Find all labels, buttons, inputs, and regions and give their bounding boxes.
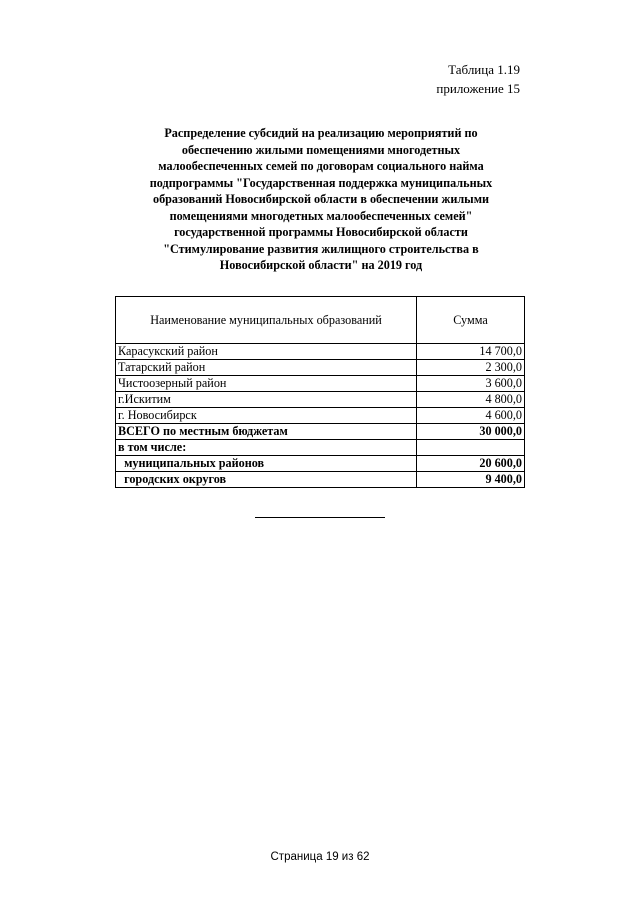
title-line: образований Новосибирской области в обеспечении жилыми bbox=[152, 192, 490, 206]
row-name: Карасукский район bbox=[116, 344, 417, 360]
table-number: Таблица 1.19 bbox=[448, 62, 520, 77]
title-line: подпрограммы "Государственная поддержка муниципальных bbox=[149, 175, 493, 190]
sub-row bbox=[116, 456, 525, 472]
table-row bbox=[116, 360, 525, 376]
table-row bbox=[116, 344, 525, 360]
total-name: ВСЕГО по местным бюджетам bbox=[116, 424, 417, 440]
page-number: Страница 19 из 62 bbox=[270, 851, 370, 863]
header-sum: Сумма bbox=[417, 297, 525, 344]
table-row bbox=[116, 408, 525, 424]
separator-line bbox=[255, 517, 385, 518]
row-name: Чистоозерный район bbox=[116, 376, 417, 392]
subsidy-table bbox=[115, 296, 525, 488]
row-sum: 2 300,0 bbox=[417, 360, 525, 376]
row-name: г.Искитим bbox=[116, 392, 417, 408]
table-header-row bbox=[116, 297, 525, 344]
including-row bbox=[116, 440, 525, 456]
total-sum: 30 000,0 bbox=[417, 424, 525, 440]
table-row bbox=[116, 376, 525, 392]
row-sum: 4 600,0 bbox=[417, 408, 525, 424]
sub-row bbox=[116, 472, 525, 488]
total-row bbox=[116, 424, 525, 440]
sub-row-name: городских округов bbox=[116, 472, 417, 488]
row-sum: 3 600,0 bbox=[417, 376, 525, 392]
row-sum: 14 700,0 bbox=[417, 344, 525, 360]
document-title bbox=[117, 125, 525, 274]
title-line: Распределение субсидий на реализацию мероприятий по bbox=[164, 126, 478, 140]
title-line: "Стимулирование развития жилищного строительства в bbox=[163, 241, 479, 256]
title-line: помещениями многодетных малообеспеченных семей" bbox=[169, 208, 473, 223]
including-label: в том числе: bbox=[116, 440, 417, 456]
including-sum bbox=[417, 440, 525, 456]
sub-row-sum: 9 400,0 bbox=[417, 472, 525, 488]
title-line: Новосибирской области" на 2019 год bbox=[219, 258, 423, 272]
title-line: государственной программы Новосибирской области bbox=[174, 225, 468, 239]
sub-row-sum: 20 600,0 bbox=[417, 456, 525, 472]
title-line: малообеспеченных семей по договорам социального найма bbox=[158, 159, 484, 173]
row-name: г. Новосибирск bbox=[116, 408, 417, 424]
header-municipality: Наименование муниципальных образований bbox=[116, 297, 417, 344]
appendix-label: приложение 15 bbox=[436, 81, 520, 96]
sub-row-name: муниципальных районов bbox=[116, 456, 417, 472]
title-line: обеспечению жилыми помещениями многодетных bbox=[181, 142, 461, 157]
table-row bbox=[116, 392, 525, 408]
row-name: Татарский район bbox=[116, 360, 417, 376]
row-sum: 4 800,0 bbox=[417, 392, 525, 408]
